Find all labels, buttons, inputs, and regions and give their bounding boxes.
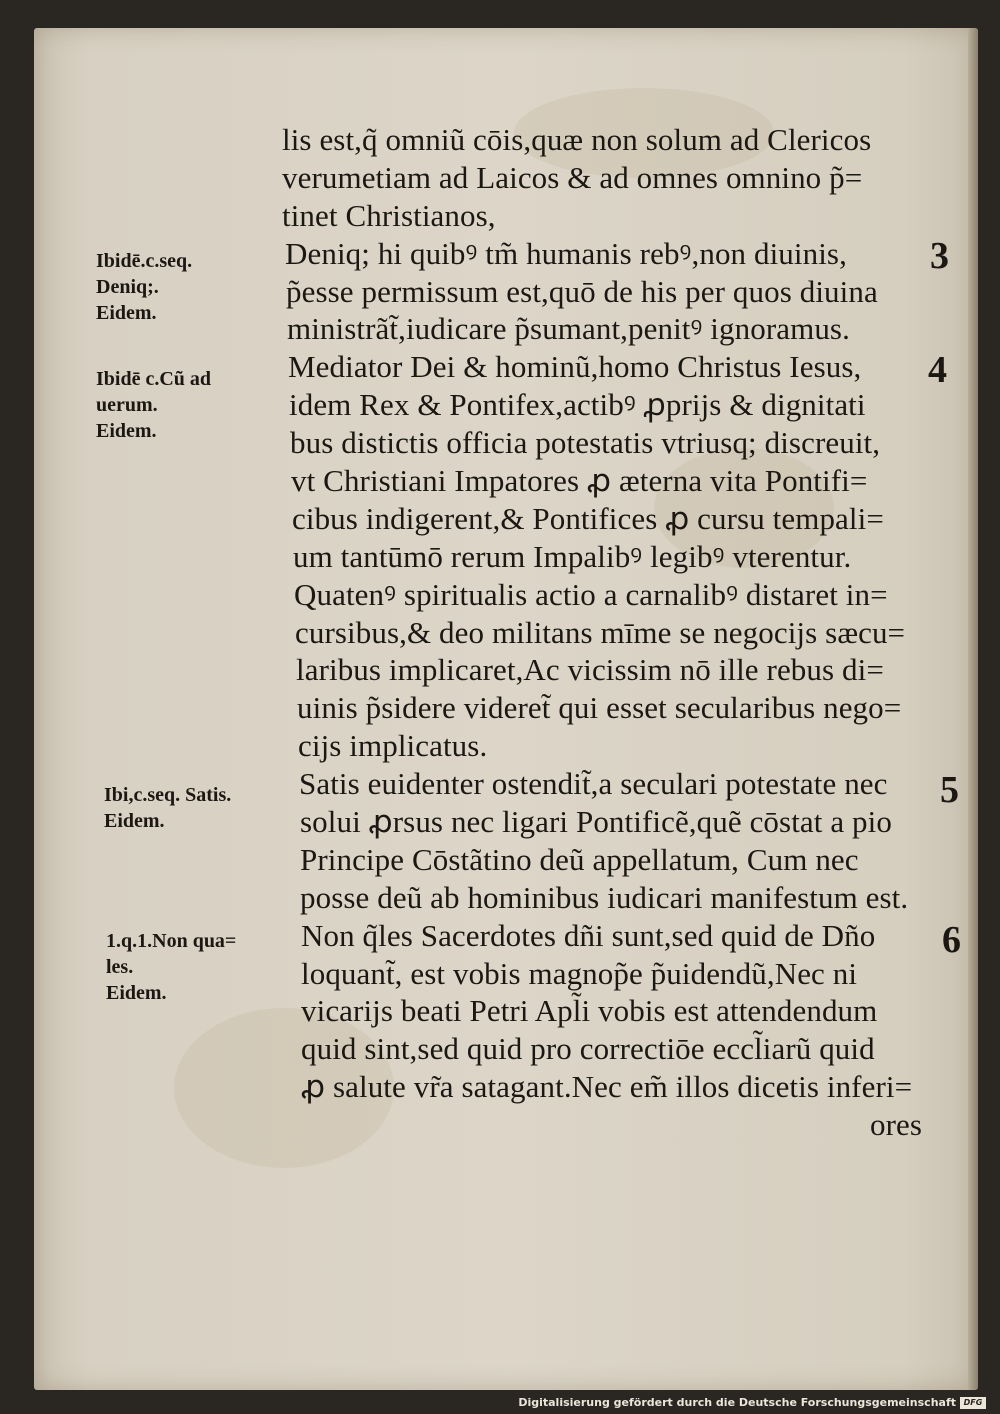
section-number: 3 xyxy=(930,235,949,277)
main-text-block xyxy=(280,121,922,1144)
text-line: p̃esse permissum est,quō de his per quos diuina xyxy=(286,273,878,309)
marginal-note-line: 1.q.1.Non qua= xyxy=(106,930,237,952)
text-line: posse deũ ab hominibus iudicari manifestum est. xyxy=(300,879,909,915)
section-number: 4 xyxy=(928,349,947,391)
marginal-note-line: Deniq;. xyxy=(96,276,159,298)
text-line: Satis euidenter ostendit̃,a seculari potestate nec xyxy=(299,766,888,802)
marginal-note-line: Eidem. xyxy=(106,982,167,1004)
footer-bar xyxy=(0,1390,1000,1414)
text-line: cursibus,& deo militans mīme se negocijs sæcu= xyxy=(295,614,906,650)
text-line: vicarijs beati Petri Apl̃i vobis est attendendum xyxy=(301,993,878,1029)
text-line: cibus indigerent,& Pontifices ꝓ cursu tempali= xyxy=(292,500,884,536)
marginal-note xyxy=(96,366,211,444)
text-line: cijs implicatus. xyxy=(298,728,488,764)
text-line: verumetiam ad Laicos & ad omnes omnino p̃= xyxy=(282,159,863,195)
section-number: 5 xyxy=(940,769,959,811)
text-line: bus distictis officia potestatis vtriusq; discreuit, xyxy=(290,425,881,461)
text-line: Principe Cōstãtino deũ appellatum, Cum nec xyxy=(300,841,859,877)
text-line: Mediator Dei & hominũ,homo Christus Iesus, xyxy=(288,349,862,385)
marginal-note-line: les. xyxy=(106,956,134,978)
text-line: lis est,q̃ omniũ cōis,quæ non solum ad Clericos xyxy=(282,122,872,157)
funding-credit: Digitalisierung gefördert durch die Deutsche Forschungsgemeinschaft xyxy=(518,1396,956,1409)
text-line: Deniq; hi quibꝰ tm̃ humanis rebꝰ,non diuinis, xyxy=(285,235,847,271)
text-line: ministrãt̃,iudicare p̃sumant,penitꝰ ignoramus. xyxy=(287,311,850,347)
text-line: idem Rex & Pontifex,actibꝰ ꝓprijs & dignitati xyxy=(289,387,866,423)
section-number: 6 xyxy=(942,919,961,961)
text-line: solui ꝓrsus nec ligari Pontificẽ,quẽ cōstat a pio xyxy=(300,804,892,840)
marginal-note-line: Eidem. xyxy=(104,810,165,832)
marginal-note-line: Ibidē.c.seq. xyxy=(96,250,193,272)
text-line: tinet Christianos, xyxy=(282,197,496,233)
text-line: quid sint,sed quid pro correctiōe eccl̃iarũ quid xyxy=(301,1031,875,1067)
marginal-note-line: uerum. xyxy=(96,394,158,416)
page-edge xyxy=(968,28,978,1390)
marginal-note-line: Ibidē c.Cũ ad xyxy=(96,368,212,390)
text-line: Non q̃les Sacerdotes dñi sunt,sed quid de Dño xyxy=(301,917,876,953)
marginal-note-line: Ibi,c.seq. Satis. xyxy=(104,784,232,806)
text-line: um tantūmō rerum Impalibꝰ legibꝰ vterentur. xyxy=(293,538,852,574)
text-line: ꝓ salute vr̃a satagant.Nec em̃ illos dicetis inferi= xyxy=(301,1069,913,1105)
marginal-note-line: Eidem. xyxy=(96,420,157,442)
text-line: vt Christiani Impatores ꝓ æterna vita Pontifi= xyxy=(291,463,868,499)
marginal-note xyxy=(106,928,236,1006)
marginal-note xyxy=(104,782,231,834)
text-line: Quatenꝰ spiritualis actio a carnalibꝰ distaret in= xyxy=(294,576,888,612)
text-line: uinis p̃sidere videret̃ qui esset secularibus nego= xyxy=(297,690,902,726)
text-line: laribus implicaret,Ac vicissim nō ille rebus di= xyxy=(296,652,884,688)
marginal-note xyxy=(96,248,192,326)
dfg-logo-icon: DFG xyxy=(960,1397,986,1409)
text-line: ores xyxy=(870,1107,923,1143)
text-line: loquant̃, est vobis magnop̃e p̃uidendũ,Nec ni xyxy=(301,955,858,991)
marginal-note-line: Eidem. xyxy=(96,302,157,324)
